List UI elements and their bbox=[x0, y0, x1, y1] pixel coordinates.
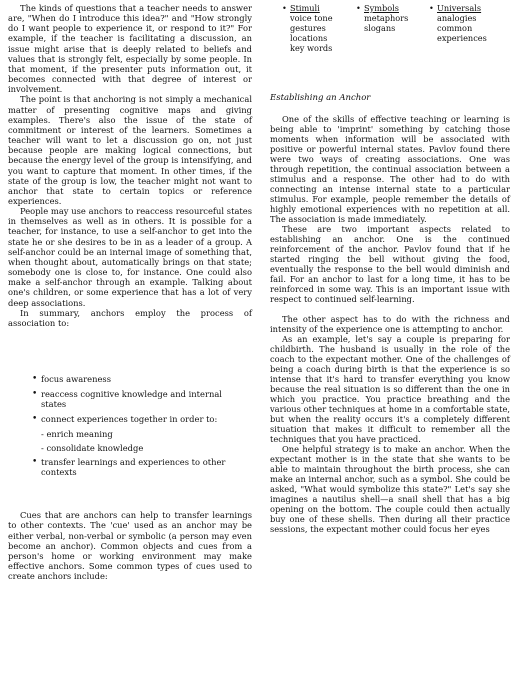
list-item: • connect experiences together in order to: bbox=[32, 414, 231, 424]
paragraph: The kinds of questions that a teacher needs to answer are, "When do I introduce this idea?" and "How strongly do I want people to experience it, or respond to it?" For example, if the teacher is facilitating a discussion, an issue might arise that is deeply related to beliefs and values that is strongly felt, especially by some people. In that moment, if the presenter puts information out, it becomes connected with that degree of interest or involvement. bbox=[8, 3, 252, 95]
cue-item: locations bbox=[290, 33, 328, 43]
list-item: • reaccess cognitive knowledge and internal states bbox=[32, 389, 231, 410]
list-item: - consolidate knowledge bbox=[41, 442, 144, 453]
cue-item: voice tone bbox=[290, 13, 333, 23]
cue-item: metaphors bbox=[364, 13, 409, 23]
cue-item: key words bbox=[290, 43, 333, 53]
paragraph: People may use anchors to reaccess resourceful states in themselves as well as in others. It is possible for a teacher, for instance, to use a self-anchor to get into the state he or she desires to be in as a leader of a group. A self-anchor could be an internal image of something that, when thought about, automatically brings on that state; somebody one is close to, for instance. One could also make a self-anchor through an example. Talking about one's children, or some experience that has a lot of very deep associations. bbox=[8, 206, 252, 308]
paragraph: The other aspect has to do with the richness and intensity of the experience one is attempting to anchor. bbox=[270, 314, 510, 334]
section-heading: Establishing an Anchor bbox=[270, 93, 371, 103]
cue-group-universals bbox=[429, 3, 487, 43]
paragraph: The point is that anchoring is not simply a mechanical matter of presenting cognitive maps and giving examples. There's also the issue of the state of commitment or interest of the learners. Sometimes a teacher will want to let a discussion go on, not just because people are making logical connections, but because the energy level of the group is intensifying, and you want to capture that moment. In other times, if the state of the group is low, the teacher might not want to anchor that state to certain topics or reference experiences. bbox=[8, 94, 252, 206]
summary-sub-list bbox=[8, 429, 252, 453]
cue-item: analogies bbox=[437, 13, 477, 23]
paragraph: One of the skills of effective teaching or learning is being able to 'imprint' something by catching those moments when information will be associated with positive or powerful internal states. Pavlov found there were two ways of creating associations. One was through repetition, the continual association between a stimulus and a response. The other had to do with connecting an intense internal state to a particular stimulus. For example, people remember the details of highly emotional experiences with no repetition at all. The association is made immediately. bbox=[270, 114, 510, 224]
cue-item: slogans bbox=[364, 23, 396, 33]
list-item: - enrich meaning bbox=[41, 429, 113, 440]
cue-item: experiences bbox=[437, 33, 487, 43]
cue-heading: • Symbols bbox=[356, 3, 408, 13]
cue-heading: • Universals bbox=[429, 3, 487, 13]
paragraph: These are two important aspects related to establishing an anchor. One is the continued reinforcement of the anchor. Pavlov found that if he started ringing the bell without giving the food, eventually the response to the bell would diminish and fail. For an anchor to last for a long time, it has to be reinforced in some way. This is an important issue with respect to continued self-learning. bbox=[270, 224, 510, 304]
left-column bbox=[8, 3, 252, 581]
paragraph: One helpful strategy is to make an anchor. When the expectant mother is in the state that she wants to be able to maintain throughout the birth process, she can make an internal anchor, such as a symbol. She could be asked, "What would symbolize this state?" Let's say she imagines a nautilus shell—a snail shell that has a big opening on the bottom. The couple could then actually buy one of these shells. Then during all their practice sessions, the expectant mother could focus her eyes bbox=[270, 444, 510, 534]
right-column bbox=[270, 3, 510, 534]
list-item: • focus awareness bbox=[32, 374, 231, 384]
cue-heading: • Stimuli bbox=[282, 3, 333, 13]
cue-item: gestures bbox=[290, 23, 326, 33]
paragraph: In summary, anchors employ the process of association to: bbox=[8, 307, 252, 328]
cue-types bbox=[274, 3, 510, 57]
cue-group-stimuli bbox=[282, 3, 333, 53]
cue-item: common bbox=[437, 23, 473, 33]
list-item: • transfer learnings and experiences to other contexts bbox=[32, 457, 231, 478]
summary-bullet-list-cont bbox=[8, 457, 252, 478]
cue-group-symbols bbox=[356, 3, 408, 33]
paragraph: Cues that are anchors can help to transfer learnings to other contexts. The 'cue' used as an anchor may be either verbal, non-verbal or symbolic (a person may even become an anchor). Common objects and cues from a person's home or working environment may make effective anchors. Some common types of cues used to create anchors include: bbox=[8, 510, 252, 582]
paragraph: As an example, let's say a couple is preparing for childbirth. The husband is usually in the role of the coach to the expectant mother. One of the challenges of being a coach during birth is that the experience is so intense that it's hard to transfer everything you know because the real situation is so different than the one in which you practice. You practice breathing and the various other techniques at home in a comfortable state, but when the reality occurs it's a completely different situation that makes it difficult to remember all the techniques that you have practiced. bbox=[270, 334, 510, 444]
summary-bullet-list bbox=[8, 374, 252, 425]
